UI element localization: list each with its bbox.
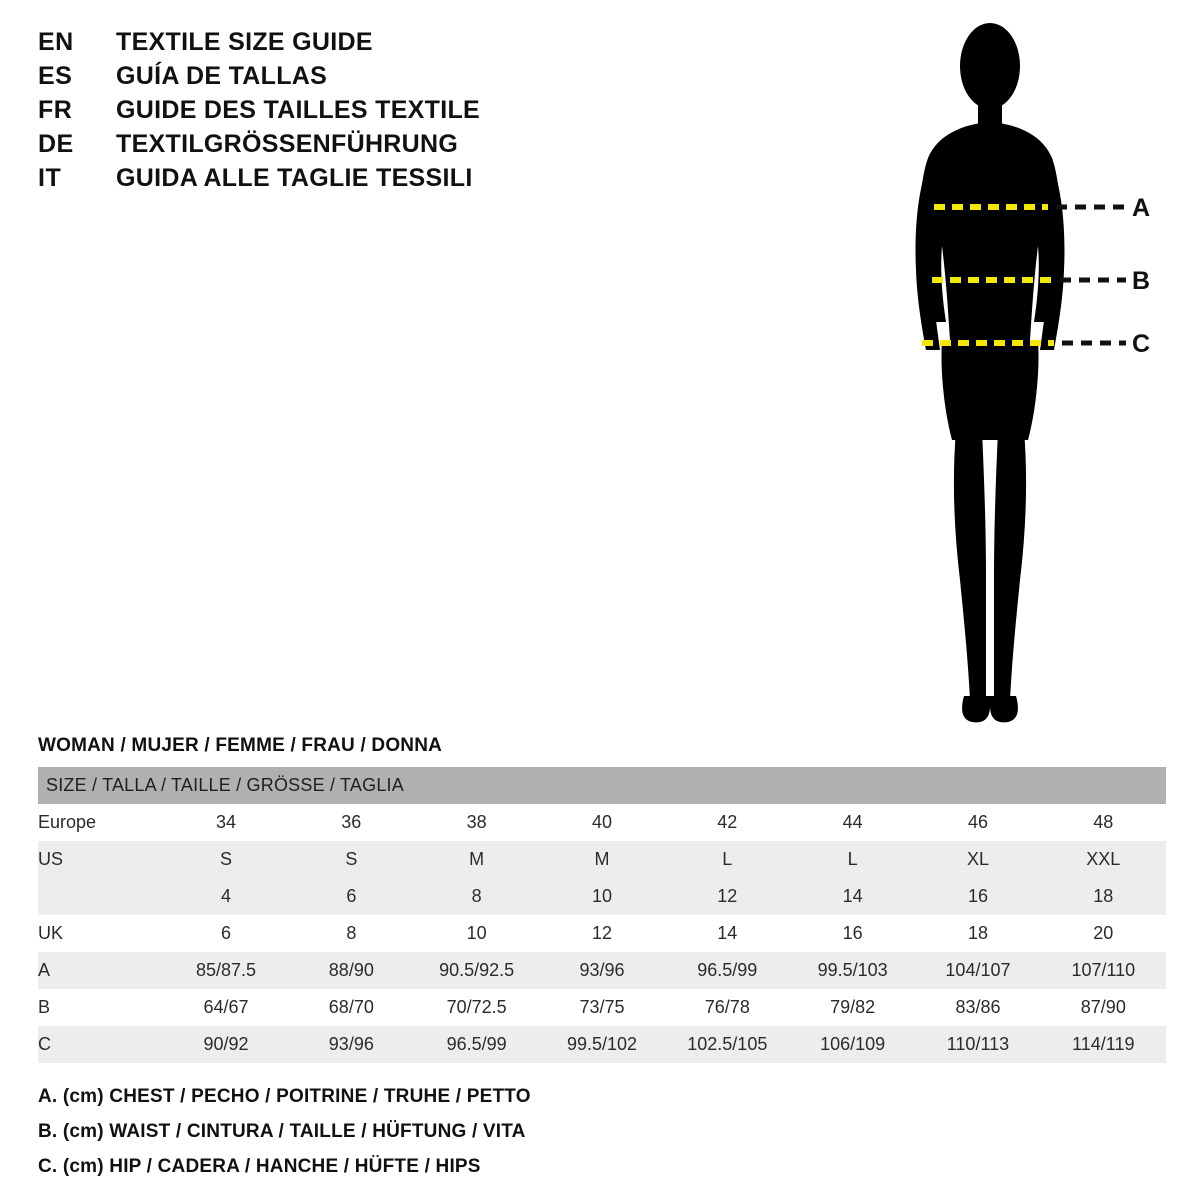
table-row bbox=[38, 952, 1166, 989]
row-label-us-numeric bbox=[38, 878, 163, 915]
size-figure bbox=[860, 10, 1190, 750]
cell: 106/109 bbox=[790, 1026, 915, 1063]
cell: 102.5/105 bbox=[665, 1026, 790, 1063]
cell: 70/72.5 bbox=[414, 989, 539, 1026]
title-row bbox=[38, 96, 678, 130]
cell: 40 bbox=[539, 804, 664, 841]
row-label-b: B bbox=[38, 989, 163, 1026]
title-text-es: GUÍA DE TALLAS bbox=[116, 62, 328, 90]
table-row bbox=[38, 989, 1166, 1026]
cell: 18 bbox=[1041, 878, 1166, 915]
table-row bbox=[38, 804, 1166, 841]
legend-line-chest: A. (cm) CHEST / PECHO / POITRINE / TRUHE / PETTO bbox=[38, 1086, 531, 1107]
title-lang-fr: FR bbox=[38, 96, 73, 124]
cell: S bbox=[163, 841, 288, 878]
row-label-a: A bbox=[38, 952, 163, 989]
legend-line-waist: B. (cm) WAIST / CINTURA / TAILLE / HÜFTUNG / VITA bbox=[38, 1121, 526, 1142]
title-lang-it: IT bbox=[38, 164, 62, 192]
title-lang-de: DE bbox=[38, 130, 74, 158]
chest-marker-label: A bbox=[1132, 194, 1151, 222]
cell: 38 bbox=[414, 804, 539, 841]
cell: M bbox=[539, 841, 664, 878]
cell: 10 bbox=[414, 915, 539, 952]
waist-marker-label: B bbox=[1132, 267, 1151, 295]
measurement-legend bbox=[38, 1086, 838, 1191]
cell: 18 bbox=[915, 915, 1040, 952]
size-table-section bbox=[38, 735, 1166, 1063]
title-text-it: GUIDA ALLE TAGLIE TESSILI bbox=[116, 164, 473, 192]
cell: 96.5/99 bbox=[414, 1026, 539, 1063]
cell: 99.5/103 bbox=[790, 952, 915, 989]
cell: 114/119 bbox=[1041, 1026, 1166, 1063]
title-row bbox=[38, 62, 678, 96]
cell: M bbox=[414, 841, 539, 878]
cell: 85/87.5 bbox=[163, 952, 288, 989]
cell: XL bbox=[915, 841, 1040, 878]
cell: 73/75 bbox=[539, 989, 664, 1026]
cell: 96.5/99 bbox=[665, 952, 790, 989]
cell: 48 bbox=[1041, 804, 1166, 841]
hip-marker-label: C bbox=[1132, 330, 1151, 358]
table-row bbox=[38, 841, 1166, 878]
cell: 14 bbox=[790, 878, 915, 915]
cell: 79/82 bbox=[790, 989, 915, 1026]
cell: 36 bbox=[289, 804, 414, 841]
cell: 16 bbox=[915, 878, 1040, 915]
title-row bbox=[38, 28, 678, 62]
size-table bbox=[38, 767, 1166, 1063]
cell: 34 bbox=[163, 804, 288, 841]
cell: 64/67 bbox=[163, 989, 288, 1026]
cell: S bbox=[289, 841, 414, 878]
cell: 8 bbox=[289, 915, 414, 952]
gender-label: WOMAN / MUJER / FEMME / FRAU / DONNA bbox=[38, 735, 443, 756]
row-label-uk: UK bbox=[38, 915, 163, 952]
cell: L bbox=[665, 841, 790, 878]
cell: 104/107 bbox=[915, 952, 1040, 989]
title-text-de: TEXTILGRÖSSENFÜHRUNG bbox=[116, 130, 459, 158]
cell: 93/96 bbox=[289, 1026, 414, 1063]
cell: 90/92 bbox=[163, 1026, 288, 1063]
cell: 107/110 bbox=[1041, 952, 1166, 989]
cell: 88/90 bbox=[289, 952, 414, 989]
cell: 42 bbox=[665, 804, 790, 841]
table-row bbox=[38, 915, 1166, 952]
table-row bbox=[38, 878, 1166, 915]
title-lang-en: EN bbox=[38, 28, 74, 56]
table-header-row bbox=[38, 767, 1166, 804]
cell: 87/90 bbox=[1041, 989, 1166, 1026]
title-lang-es: ES bbox=[38, 62, 73, 90]
cell: 4 bbox=[163, 878, 288, 915]
cell: 10 bbox=[539, 878, 664, 915]
cell: 46 bbox=[915, 804, 1040, 841]
title-text-en: TEXTILE SIZE GUIDE bbox=[116, 28, 373, 56]
cell: 6 bbox=[289, 878, 414, 915]
row-label-c: C bbox=[38, 1026, 163, 1063]
table-row bbox=[38, 1026, 1166, 1063]
cell: 20 bbox=[1041, 915, 1166, 952]
cell: 99.5/102 bbox=[539, 1026, 664, 1063]
cell: 8 bbox=[414, 878, 539, 915]
title-text-fr: GUIDE DES TAILLES TEXTILE bbox=[116, 96, 481, 124]
cell: 12 bbox=[665, 878, 790, 915]
title-row bbox=[38, 130, 678, 164]
row-label-us: US bbox=[38, 841, 163, 878]
table-header-label: SIZE / TALLA / TAILLE / GRÖSSE / TAGLIA bbox=[38, 767, 1166, 804]
cell: 76/78 bbox=[665, 989, 790, 1026]
cell: XXL bbox=[1041, 841, 1166, 878]
cell: 44 bbox=[790, 804, 915, 841]
title-row bbox=[38, 164, 678, 198]
row-label-europe: Europe bbox=[38, 804, 163, 841]
cell: 83/86 bbox=[915, 989, 1040, 1026]
cell: 14 bbox=[665, 915, 790, 952]
cell: 93/96 bbox=[539, 952, 664, 989]
cell: 12 bbox=[539, 915, 664, 952]
cell: 90.5/92.5 bbox=[414, 952, 539, 989]
cell: 16 bbox=[790, 915, 915, 952]
legend-line-hip: C. (cm) HIP / CADERA / HANCHE / HÜFTE / HIPS bbox=[38, 1156, 481, 1177]
woman-silhouette-icon bbox=[860, 10, 1190, 750]
cell: L bbox=[790, 841, 915, 878]
cell: 6 bbox=[163, 915, 288, 952]
title-block bbox=[38, 28, 678, 198]
cell: 110/113 bbox=[915, 1026, 1040, 1063]
cell: 68/70 bbox=[289, 989, 414, 1026]
